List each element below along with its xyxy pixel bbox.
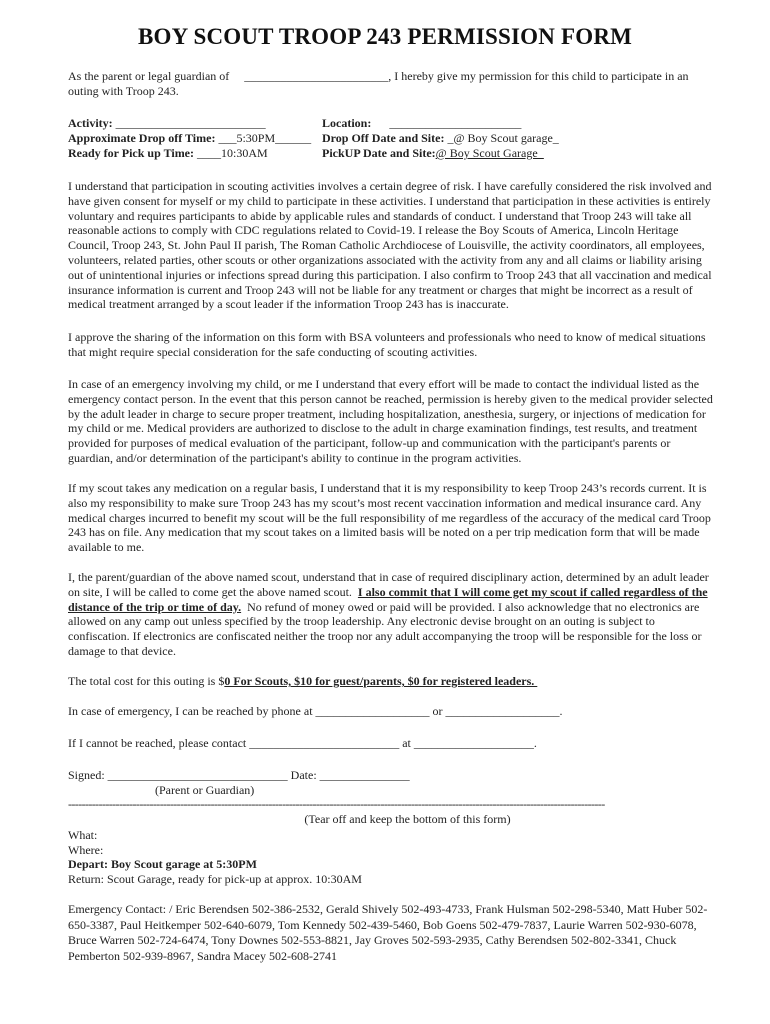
risk-line: medical treatment arranged by a scout leader if the information Troop 243 has is inaccurate. [68,297,509,312]
child-name-blank[interactable]: ________________________ [244,69,389,83]
commit-statement: I also commit that I will come get my scout if called regardless of the [357,584,708,599]
discipline-line [68,600,748,615]
pickup-site-field [322,146,544,161]
risk-line: volunteers, related parties, other scouts or other organizations associated with the activity from any and all claims or liability arising [68,252,702,267]
contacts-line: Pemberton 502-939-8967, Sandra Macey 502-608-2741 [68,948,337,963]
risk-line: reasonable actions to comply with CDC regulations related to Covid-19. I release the Boy Scouts of America, Lincoln Heritage [68,223,679,238]
tear-off-line: -------------------------------------------------------------------------------------------------------------------------------------------------------------- [68,797,605,811]
location-field [322,116,521,131]
cost-value: 0 For Scouts, $10 for guest/parents, $0 for registered leaders. [224,674,538,688]
contacts-line: Bruce Warren 502-724-6474, Tony Downes 502-553-8821, Jay Groves 502-593-2935, Cathy Berendsen 502-802-3341, Chuck [68,933,677,947]
activity-label: Activity: [68,116,113,130]
commit-statement-end: distance of the trip or time of day. [68,599,242,614]
intro-line-1 [68,69,689,84]
sharing-line: I approve the sharing of the information on this form with BSA volunteers and professionals who need to know of medical situations [68,330,706,344]
emergency-line: emergency contact person. In the event that this person cannot be reached, permission is hereby given to the medical provider selected [68,391,713,406]
emergency-line: by the adult leader in charge to secure proper treatment, including hospitalization, anesthesia, surgery, or injections of medication for [68,406,706,421]
medication-line: 243 has on file. Any medication that my scout takes on a limited basis will be noted on a per trip medication form that will be made [68,525,700,540]
intro-text-b: , I hereby give my permission for this child to participate in an [388,69,689,83]
where-label: Where: [68,843,104,857]
signature-caption: (Parent or Guardian) [155,783,255,797]
medication-line: If my scout takes any medication on a regular basis, I understand that it is my responsibility to keep Troop 243’s records current. It is [68,481,707,495]
risk-paragraph [68,179,748,312]
return-info: Return: Scout Garage, ready for pick-up at approx. 10:30AM [68,872,362,886]
dropoff-time-label: Approximate Drop off Time: [68,131,216,145]
discipline-line: allowed on any camp out unless specified by the troop leadership. Any electronic devise brought on an outing is subject to [68,614,655,629]
risk-line: Council, Troop 243, St. John Paul II parish, The Roman Catholic Archdiocese of Louisville, the activity coordinators, all employees, [68,238,705,253]
intro-line-2: outing with Troop 243. [68,84,179,98]
discipline-line: damage to that device. [68,643,176,658]
emergency-line: my child or me. Medical providers are authorized to disclose to the adult in charge examination findings, test results, and treatment [68,421,698,436]
cost-line [68,674,537,689]
emergency-contacts [68,902,748,964]
location-blank[interactable]: ______________________ [389,116,522,130]
intro-text-a: As the parent or legal guardian of [68,69,230,83]
cost-label: The total cost for this outing is $ [68,674,225,688]
dropoff-site-field [322,131,559,146]
tear-off-caption: (Tear off and keep the bottom of this form) [304,812,511,826]
discipline-line: confiscation. If electronics are confiscated neither the troop nor any adult accompanying the troop will be responsible for the loss or [68,629,702,644]
form-title: BOY SCOUT TROOP 243 PERMISSION FORM [137,24,633,49]
risk-line: out of unintentional injuries or infections spread during this participation. I also confirm to Troop 243 that all vaccination and medical [68,267,712,282]
discipline-text: No refund of money owed or paid will be provided. I also acknowledge that no electronics are [241,599,700,614]
contacts-line: 650-3387, Paul Heitkemper 502-640-6079, Tom Kennedy 502-439-5460, Bob Goens 502-479-7837, Laurie Warren 502-930-6078, [68,917,697,932]
dropoff-time-field [68,131,311,146]
depart-info: Depart: Boy Scout garage at 5:30PM [68,857,257,871]
signature-line[interactable]: Signed: ______________________________ Date: _______________ [68,768,410,782]
risk-line: insurance information is current and Troop 243 will not be liable for any treatment or charges that might be incorrect as a result of [68,282,693,297]
contacts-line: Emergency Contact: / Eric Berendsen 502-386-2532, Gerald Shively 502-493-4733, Frank Hulsman 502-298-5340, Matt Huber 502- [68,902,708,916]
risk-line: have given consent for myself or my child to participate in these activities. I understand that participation in these activities is entirely [68,193,711,208]
emergency-line: In case of an emergency involving my child, or me I understand that every effort will be made to contact the individual listed as the [68,377,700,391]
location-label: Location: [322,116,372,130]
discipline-line [68,585,748,600]
pickup-time-label: Ready for Pick up Time: [68,146,195,160]
dropoff-time-value[interactable]: ___5:30PM______ [218,131,312,145]
medication-paragraph [68,481,748,555]
risk-line: voluntary and requires participants to abide by applicable rules and standards of conduct. I understand that Troop 243 will take all [68,208,692,223]
activity-field [68,116,266,131]
pickup-site-value[interactable]: @ Boy Scout Garage_ [435,146,544,160]
what-label: What: [68,828,98,842]
pickup-time-value[interactable]: ____10:30AM [197,146,268,160]
emergency-line: guardian, and/or determination of the participant's ability to continue in the program activities. [68,450,522,465]
activity-blank[interactable]: _________________________ [115,116,266,130]
medication-line: available to me. [68,540,145,555]
emergency-paragraph [68,377,748,466]
pickup-time-field [68,146,268,161]
risk-line: I understand that participation in scouting activities involves a certain degree of risk. I have carefully considered the risk involved and [68,179,712,193]
sharing-paragraph [68,330,748,360]
phone-line[interactable]: In case of emergency, I can be reached by phone at ___________________ or ___________________. [68,704,563,718]
pickup-site-label: PickUP Date and Site: [322,146,436,160]
contact-line[interactable]: If I cannot be reached, please contact _________________________ at ____________________. [68,736,537,750]
sharing-line: that might require special consideration for the safe conducting of scouting activities. [68,344,478,359]
discipline-paragraph [68,570,748,659]
medication-line: medical charges incurred to benefit my scout will be the full responsibility of me regardless of the accuracy of the medical card Troop [68,510,711,525]
medication-line: also my responsibility to make sure Troop 243 has my scout’s most recent vaccination information and medical insurance card. Any [68,495,702,510]
dropoff-site-value[interactable]: _@ Boy Scout garage_ [447,131,559,145]
emergency-line: provided for purposes of medical evaluation of the participant, follow-up and communication with the participant's parents or [68,436,671,451]
discipline-line: I, the parent/guardian of the above named scout, understand that in case of required disciplinary action, determined by an adult leader [68,570,709,584]
discipline-text: on site, I will be called to come get the above named scout. [68,584,358,599]
dropoff-site-label: Drop Off Date and Site: [322,131,445,145]
